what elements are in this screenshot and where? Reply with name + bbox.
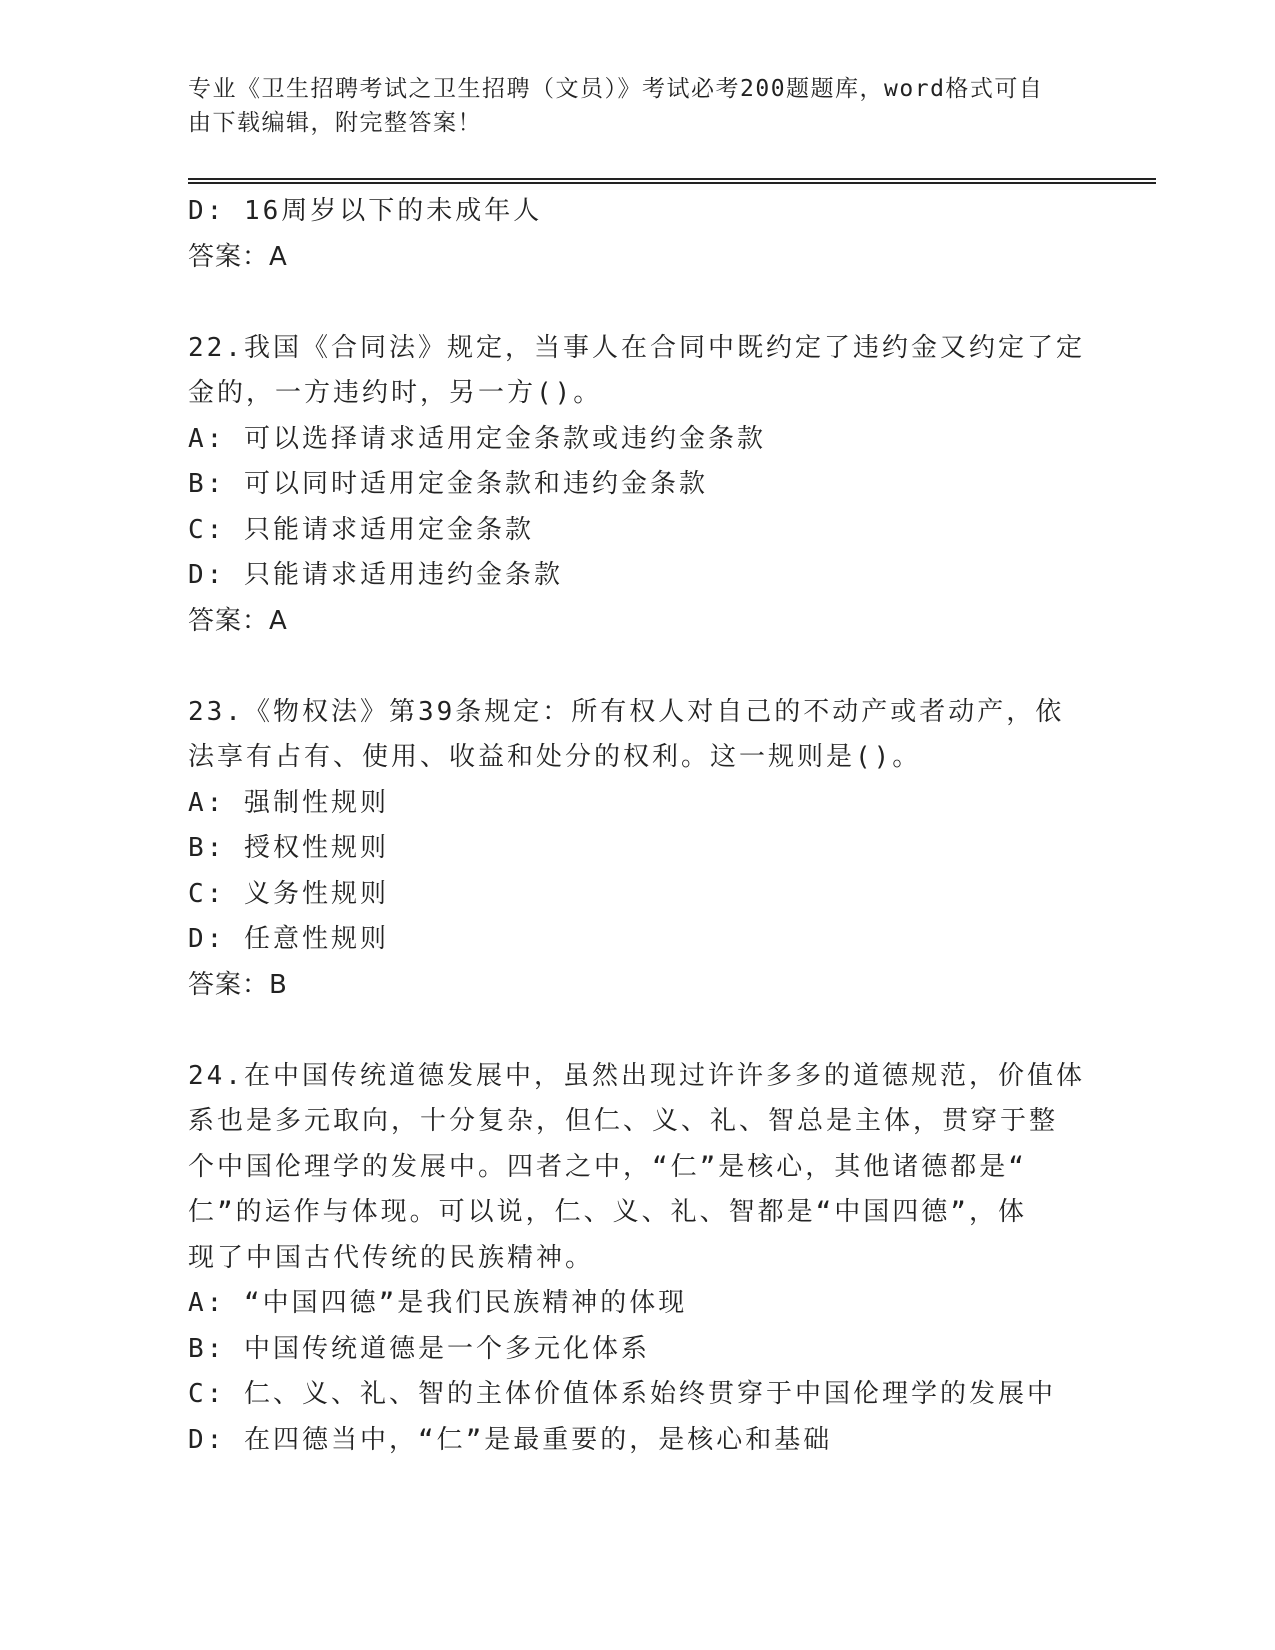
answer: 答案：B	[188, 969, 288, 1000]
option-d: D: 在四德当中，“仁”是最重要的，是核心和基础	[188, 1424, 833, 1455]
answer: 答案：A	[188, 605, 288, 636]
option-b: B: 中国传统道德是一个多元化体系	[188, 1333, 650, 1364]
question-stem: 仁”的运作与体现。可以说，仁、义、礼、智都是“中国四德”，体	[188, 1197, 1027, 1227]
document-header	[188, 72, 1068, 140]
answer: 答案：A	[188, 241, 288, 272]
question-22	[188, 326, 1088, 645]
question-list	[188, 189, 1088, 1463]
spacer	[188, 1008, 1088, 1054]
option-c: C: 义务性规则	[188, 878, 389, 909]
option-a: A: 可以选择请求适用定金条款或违约金条款	[188, 423, 766, 454]
question-stem: 金的，一方违约时，另一方()。	[188, 378, 603, 408]
option-a: A: “中国四德”是我们民族精神的体现	[188, 1288, 688, 1318]
question-stem: 24.在中国传统道德发展中，虽然出现过许许多多的道德规范，价值体	[188, 1060, 1085, 1091]
header-line-1: 专业《卫生招聘考试之卫生招聘（文员）》考试必考200题题库，word格式可自	[188, 76, 1044, 102]
header-divider-bottom	[188, 182, 1156, 184]
question-21-tail	[188, 189, 1088, 280]
question-stem: 22.我国《合同法》规定，当事人在合同中既约定了违约金又约定了定	[188, 332, 1085, 363]
option-b: B: 授权性规则	[188, 833, 389, 863]
option-d: D: 任意性规则	[188, 924, 389, 954]
option-c: C: 只能请求适用定金条款	[188, 514, 534, 545]
question-stem: 系也是多元取向，十分复杂，但仁、义、礼、智总是主体，贯穿于整	[188, 1106, 1059, 1136]
spacer	[188, 644, 1088, 690]
option-d: D: 只能请求适用违约金条款	[188, 560, 563, 590]
option-d: D: 16周岁以下的未成年人	[188, 196, 543, 226]
header-line-2: 由下载编辑，附完整答案！	[188, 110, 482, 136]
option-b: B: 可以同时适用定金条款和违约金条款	[188, 469, 708, 499]
question-stem: 现了中国古代传统的民族精神。	[188, 1242, 595, 1273]
question-stem: 个中国伦理学的发展中。四者之中，“仁”是核心，其他诸德都是“	[188, 1151, 1027, 1182]
spacer	[188, 280, 1088, 326]
question-24	[188, 1054, 1088, 1464]
option-a: A: 强制性规则	[188, 787, 389, 818]
question-stem: 法享有占有、使用、收益和处分的权利。这一规则是()。	[188, 742, 922, 772]
question-23	[188, 690, 1088, 1009]
header-divider-top	[188, 178, 1156, 180]
question-stem: 23.《物权法》第39条规定：所有权人对自己的不动产或者动产，依	[188, 696, 1065, 727]
option-c: C: 仁、义、礼、智的主体价值体系始终贯穿于中国伦理学的发展中	[188, 1379, 1056, 1409]
